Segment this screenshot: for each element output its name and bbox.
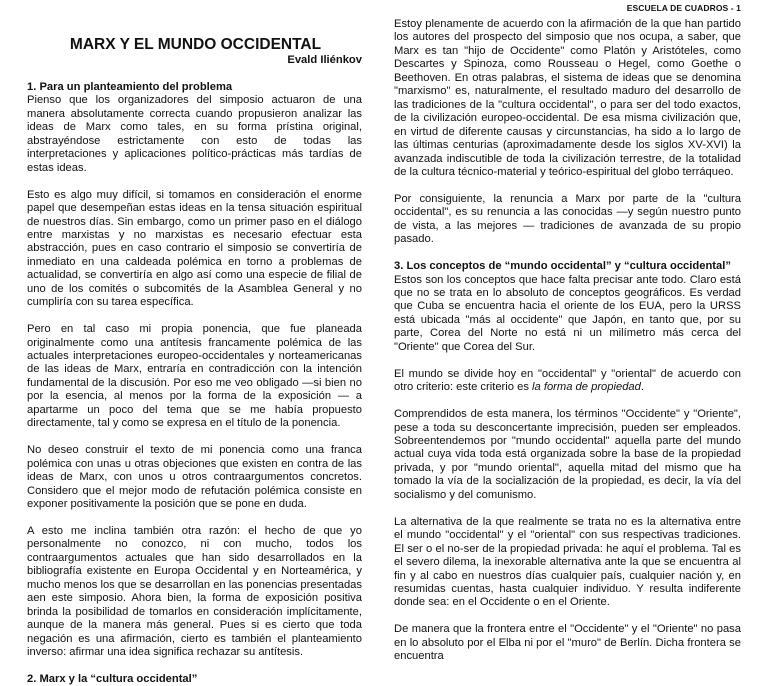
criterion-end: .: [640, 381, 644, 394]
paragraph: La alternativa de la que realmente se trata no es la alternativa entre el mundo "occidental" y el "oriental" con sus respectivas tradiciones. El ser o el no-ser de la propiedad privada: he aquí el problema. Tal es el severo dilema, la inexorable alternativa ante la que se encuentra al fin y al cabo en nuestros días cualquier país, cualquier nación y, en resumidas cuentas, hasta cualquier individuo. Y resulta indiferente donde sea: en el Occidente o en el Oriente.: [394, 515, 741, 609]
paragraph: Estos son los conceptos que hace falta precisar ante todo. Claro está que no se trata en lo absoluto de conceptos geográficos. Es verdad que Cuba se encuentra hacia el oriente de los EUA, pero la URSS está ubicada "más al occidente" que Japón, en tanto que, por su parte, Corea del Norte no está ni un milímetro más cerca del "Oriente" que Corea del Sur.: [394, 273, 741, 353]
criterion-text: El mundo se divide hoy en "occidental" y "oriental" de acuerdo con otro criterio: este criterio es: [394, 367, 741, 394]
section-2-heading: 2. Marx y la “cultura occidental”: [27, 672, 198, 685]
paragraph: Estoy plenamente de acuerdo con la afirmación de la que han partido los autores del prospecto del simposio que nos ocupa, a saber, que Marx es tan "hijo de Occidente" como Platón y Aristóteles, como Descartes y Spinoza, como Rousseau o Hegel, como Goethe o Beethoven. En otras palabras, el sistema de ideas que se denomina "marxismo" es, naturalmente, el resultado maduro del desarrollo de las tradiciones de la "cultura occidental", o para ser del todo exactos, de la civilización europeo-occidental. De esa misma civilización que, en virtud de diferente causas y circunstancias, ha sido a lo largo de las últimas centurias (aproximadamente desde los siglos XV-XVI) la avanzada indiscutible de toda la civilización terrestre, de la totalidad de la cultura técnico-material y teórico-espiritual del globo terráqueo.: [394, 18, 741, 178]
paragraph: Esto es algo muy difícil, si tomamos en consideración el enorme papel que desempeñan estas ideas en la tensa situación espiritual de nuestros días. Sin embargo, como un primer paso en el diálogo entre marxistas y no marxistas es necesario efectuar esta abstracción, pues en caso contrario el simposio se convertiría de inmediato en una caldeada polémica en torno a problemas de actualidad, se convertiría en algo así como una especie de filial de uno de los comités o subcomités de la Asamblea General y no cumpliría con su tarea específica.: [27, 188, 362, 309]
paragraph: Por consiguiente, la renuncia a Marx por parte de la "cultura occidental", es su renuncia a las conocidas —y según nuestro punto de vista, a las mejores — tradiciones de avanzada de su propio pasado.: [394, 192, 741, 246]
criterion-emphasis: la forma de propiedad: [532, 381, 641, 394]
running-header: ESCUELA DE CUADROS - 1: [626, 3, 741, 13]
paragraph: A esto me inclina también otra razón: el hecho de que yo personalmente no conozco, ni con mucho, todos los contraargumentos actuales que han sido desarrollados en la bibliografía existente en Europa Occidental y en Norteamérica, y mucho menos los que se desarrollan en las ponencias presentadas aen este simposio. Ahora bien, la forma de exposición positiva brinda la posibilidad de tomarlos en consideración implícitamente, aunque de la manera más general. Pues si es cierto que toda negación es una afirmación, cierto es también el planteamiento inverso: afirmar una idea significa rechazar su antítesis.: [27, 524, 362, 658]
document-title: MARX Y EL MUNDO OCCIDENTAL: [69, 36, 322, 53]
section-3-heading: 3. Los conceptos de “mundo occidental” y “cultura occidental”: [394, 260, 731, 273]
document-author: Evald Iliénkov: [287, 54, 362, 66]
right-column: [394, 18, 741, 664]
spacer: [27, 67, 362, 81]
criterion-paragraph: [394, 368, 741, 395]
paragraph: No deseo construir el texto de mi ponencia como una franca polémica con unas u otras objeciones que existen en contra de las ideas de Marx, con unos u otros contraargumentos concretos. Considero que el mejor modo de refutación polémica consiste en exponer positivamente la posición que se pone en duda.: [27, 444, 362, 510]
paragraph: Pero en tal caso mi propia ponencia, que fue planeada originalmente como una antítesis francamente polémica de las actuales interpretaciones europeo-occidentales y norteamericanas de las ideas de Marx, entraría en contradicción con la intención fundamental de la discusión. Por eso me veo obligado —si bien no por la esencia, al menos por la forma de la exposición — a apartarme un poco del tema que se me había propuesto directamente, tal y como se expresa en el título de la ponencia.: [27, 323, 362, 430]
paragraph: Comprendidos de esta manera, los términos "Occidente" y "Oriente", pese a toda su desconcertante imprecisión, pueden ser empleados. Sobreentendemos por "mundo occidental" aquella parte del mundo actual cuya vida toda está organizada sobre la base de la propiedad privada, y por "mundo oriental", aquella mitad del mismo que ha tomado la vía de la socialización de la propiedad, es decir, la vía del socialismo y del comunismo.: [394, 408, 741, 501]
paragraph: De manera que la frontera entre el "Occidente" y el "Oriente" no pasa en lo absoluto por el Elba ni por el "muro" de Berlín. Dicha frontera se encuentra: [394, 623, 741, 663]
paragraph: Pienso que los organizadores del simposio actuaron de una manera absolutamente correcta cuando propusieron analizar las ideas de Marx como tales, en su forma prístina original, abstrayéndose estrictamente con esto de todas las interpretaciones y aplicaciones político-prácticas más tardías de estas ideas.: [27, 94, 362, 174]
left-column: [27, 36, 362, 686]
section-1-heading: 1. Para un planteamiento del problema: [27, 81, 233, 93]
